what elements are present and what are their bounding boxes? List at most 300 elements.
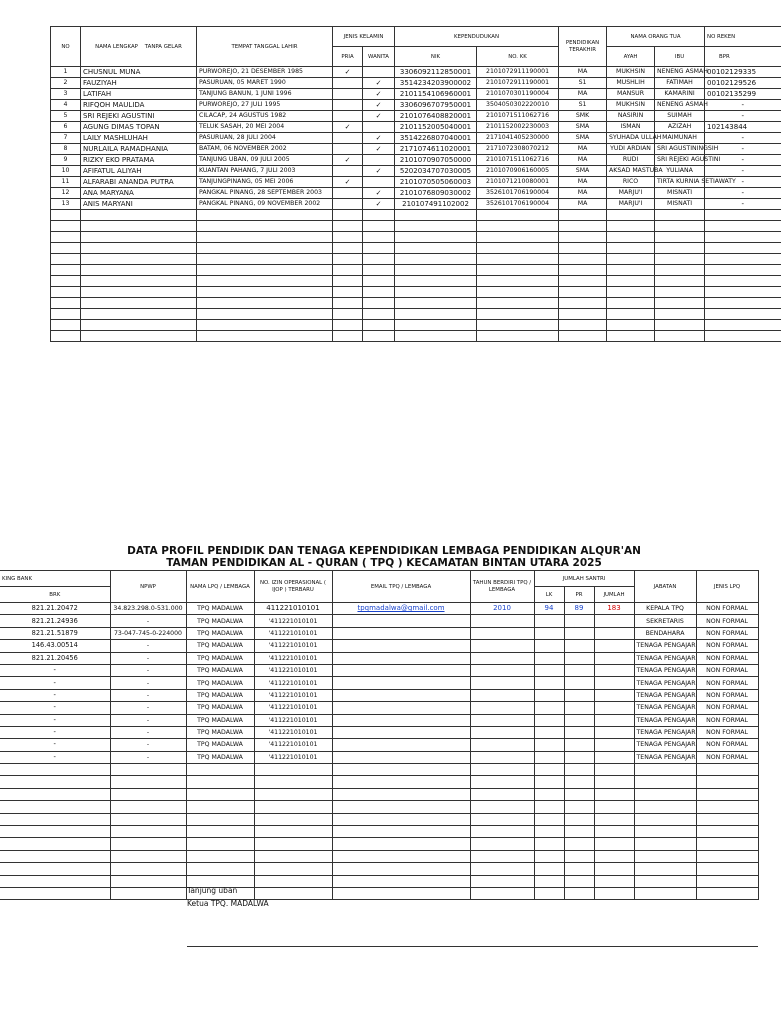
cell-tahun <box>470 887 534 899</box>
cell-ttl: TANJUNG UBAN, 09 JULI 2005 <box>197 155 333 166</box>
cell-nik: 210107491102002 <box>395 199 477 210</box>
table-row <box>51 188 781 199</box>
cell-npwp <box>110 850 186 862</box>
cell-jabatan <box>634 875 696 887</box>
cell-ayah: YUDI ARDIAN <box>607 144 655 155</box>
cell-no <box>51 243 81 254</box>
cell-jabatan: TENAGA PENGAJAR <box>634 689 696 701</box>
cell-rek <box>705 276 781 287</box>
cell-npwp <box>110 887 186 899</box>
cell-jumlah <box>594 813 634 825</box>
cell-jenis: NON FORMAL <box>696 652 758 664</box>
cell-pend: MA <box>559 155 607 166</box>
cell-ayah <box>607 309 655 320</box>
cell-rek <box>705 232 781 243</box>
cell-nama: ANA MARYANA <box>81 188 197 199</box>
cell-rek: - <box>705 177 781 188</box>
cell-tahun <box>470 640 534 652</box>
cell-ibu: SRI REJEKI AGUSTINI <box>655 155 705 166</box>
cell-ttl: TANJUNGPINANG, 05 MEI 2006 <box>197 177 333 188</box>
cell-ttl <box>197 265 333 276</box>
cell-brk: - <box>0 751 110 763</box>
cell-email <box>332 850 470 862</box>
header-no: NO <box>51 27 81 67</box>
cell-ibu: NENENG ASMAH <box>655 100 705 111</box>
cell-pria <box>333 276 363 287</box>
cell-wanita: ✓ <box>363 133 395 144</box>
cell-lpq: TPQ MADALWA <box>186 677 254 689</box>
cell-kk <box>477 210 559 221</box>
cell-nik <box>395 265 477 276</box>
cell-ayah: MANSUR <box>607 89 655 100</box>
cell-nik: 3514226807040001 <box>395 133 477 144</box>
cell-kk: 2101071511062716 <box>477 111 559 122</box>
cell-email <box>332 726 470 738</box>
cell-email <box>332 887 470 899</box>
cell-lk <box>534 714 564 726</box>
cell-pr <box>564 875 594 887</box>
cell-lpq: TPQ MADALWA <box>186 751 254 763</box>
cell-ayah: MARJU'I <box>607 188 655 199</box>
institution-data-table <box>0 570 759 900</box>
cell-lk <box>534 826 564 838</box>
cell-npwp: 73-047-745-0-224000 <box>110 627 186 639</box>
cell-pr <box>564 702 594 714</box>
cell-nama <box>81 331 197 342</box>
cell-pend <box>559 254 607 265</box>
cell-izin: '411221010101 <box>254 652 332 664</box>
cell-email <box>332 776 470 788</box>
cell-email <box>332 838 470 850</box>
cell-lk <box>534 850 564 862</box>
cell-ibu <box>655 232 705 243</box>
cell-npwp: - <box>110 751 186 763</box>
cell-pr <box>564 887 594 899</box>
cell-kk <box>477 243 559 254</box>
cell-lpq: TPQ MADALWA <box>186 652 254 664</box>
cell-ibu <box>655 243 705 254</box>
cell-lk <box>534 627 564 639</box>
cell-jabatan <box>634 838 696 850</box>
cell-lpq: TPQ MADALWA <box>186 714 254 726</box>
cell-ayah <box>607 331 655 342</box>
cell-brk: - <box>0 689 110 701</box>
cell-kk: 2171072308070212 <box>477 144 559 155</box>
cell-nama: FAUZIYAH <box>81 78 197 89</box>
cell-pria: ✓ <box>333 177 363 188</box>
cell-lk <box>534 615 564 627</box>
cell-ayah: MUSHLIH <box>607 78 655 89</box>
cell-wanita <box>363 177 395 188</box>
cell-jumlah <box>594 838 634 850</box>
cell-lpq <box>186 776 254 788</box>
header-no-rek: NO REKEN <box>705 27 781 47</box>
cell-pria <box>333 133 363 144</box>
cell-brk <box>0 764 110 776</box>
cell-wanita <box>363 331 395 342</box>
cell-nama: AGUNG DIMAS TOPAN <box>81 122 197 133</box>
cell-lk <box>534 726 564 738</box>
cell-email <box>332 875 470 887</box>
cell-tahun <box>470 627 534 639</box>
cell-email <box>332 702 470 714</box>
cell-kk <box>477 276 559 287</box>
header-jumlah-santri: JUMLAH SANTRI <box>534 571 634 587</box>
cell-nama: RIZKY EKO PRATAMA <box>81 155 197 166</box>
cell-no: 11 <box>51 177 81 188</box>
cell-nik <box>395 287 477 298</box>
cell-lk <box>534 788 564 800</box>
cell-nama: LAILY MASHLUHAH <box>81 133 197 144</box>
cell-jenis: NON FORMAL <box>696 603 758 615</box>
cell-pend <box>559 221 607 232</box>
table-row <box>51 100 781 111</box>
cell-wanita <box>363 243 395 254</box>
cell-nama: NURLAILA RAMADHANIA <box>81 144 197 155</box>
cell-lpq <box>186 863 254 875</box>
cell-ayah <box>607 320 655 331</box>
cell-izin: '411221010101 <box>254 726 332 738</box>
cell-wanita: ✓ <box>363 111 395 122</box>
cell-izin <box>254 850 332 862</box>
cell-jumlah <box>594 776 634 788</box>
table-row <box>0 850 758 862</box>
cell-jabatan <box>634 764 696 776</box>
cell-jabatan: TENAGA PENGAJAR <box>634 702 696 714</box>
cell-ibu <box>655 309 705 320</box>
cell-lk <box>534 739 564 751</box>
cell-npwp: - <box>110 664 186 676</box>
cell-lpq: TPQ MADALWA <box>186 603 254 615</box>
cell-lk <box>534 801 564 813</box>
cell-ttl: PANGKAL PINANG, 28 SEPTEMBER 2003 <box>197 188 333 199</box>
cell-rek <box>705 254 781 265</box>
cell-pria <box>333 232 363 243</box>
cell-ayah <box>607 298 655 309</box>
cell-rek <box>705 221 781 232</box>
cell-nik: 2101076408820001 <box>395 111 477 122</box>
table-row <box>51 265 781 276</box>
cell-jabatan <box>634 788 696 800</box>
cell-lk <box>534 689 564 701</box>
cell-jenis <box>696 875 758 887</box>
cell-jabatan <box>634 813 696 825</box>
cell-jabatan: BENDAHARA <box>634 627 696 639</box>
cell-nik: 2101154106960001 <box>395 89 477 100</box>
table-row <box>0 677 758 689</box>
table-row <box>0 627 758 639</box>
cell-pr <box>564 764 594 776</box>
cell-kk <box>477 320 559 331</box>
cell-brk <box>0 826 110 838</box>
cell-jenis: NON FORMAL <box>696 689 758 701</box>
cell-email[interactable]: tpqmadalwa@gmail.com <box>332 603 470 615</box>
cell-lpq: TPQ MADALWA <box>186 627 254 639</box>
cell-brk: 821.21.24936 <box>0 615 110 627</box>
cell-no: 13 <box>51 199 81 210</box>
table-row <box>51 221 781 232</box>
cell-jumlah <box>594 739 634 751</box>
cell-pria: ✓ <box>333 122 363 133</box>
cell-jumlah <box>594 751 634 763</box>
header-npwp: NPWP <box>110 571 186 603</box>
cell-email <box>332 813 470 825</box>
cell-ibu <box>655 287 705 298</box>
cell-lk <box>534 764 564 776</box>
cell-nama <box>81 320 197 331</box>
cell-no <box>51 309 81 320</box>
table-row <box>51 287 781 298</box>
cell-pr <box>564 664 594 676</box>
cell-ttl <box>197 276 333 287</box>
cell-brk <box>0 801 110 813</box>
cell-no <box>51 331 81 342</box>
cell-ayah: ISMAN <box>607 122 655 133</box>
cell-tahun <box>470 689 534 701</box>
header-tahun: TAHUN BERDIRI TPQ / LEMBAGA <box>470 571 534 603</box>
cell-email <box>332 652 470 664</box>
cell-ibu: KAMARINI <box>655 89 705 100</box>
cell-no <box>51 221 81 232</box>
cell-npwp: - <box>110 640 186 652</box>
cell-email <box>332 788 470 800</box>
footer-place: Tanjung uban <box>187 886 238 895</box>
cell-rek: - <box>705 144 781 155</box>
cell-ibu: TIRTA KURNIA SETIAWATY <box>655 177 705 188</box>
cell-nama <box>81 287 197 298</box>
cell-lpq <box>186 850 254 862</box>
cell-nama: RIFQOH MAULIDA <box>81 100 197 111</box>
cell-tahun <box>470 776 534 788</box>
cell-email <box>332 640 470 652</box>
cell-pria <box>333 254 363 265</box>
cell-pria <box>333 100 363 111</box>
cell-jumlah <box>594 887 634 899</box>
cell-tahun <box>470 863 534 875</box>
cell-no: 4 <box>51 100 81 111</box>
cell-npwp: - <box>110 739 186 751</box>
cell-pr: 89 <box>564 603 594 615</box>
table-row <box>51 199 781 210</box>
cell-tahun <box>470 714 534 726</box>
cell-pend: SMA <box>559 166 607 177</box>
cell-ttl <box>197 210 333 221</box>
cell-nama: SRI REJEKI AGUSTINI <box>81 111 197 122</box>
cell-no <box>51 276 81 287</box>
cell-ayah <box>607 265 655 276</box>
cell-izin: '411221010101 <box>254 627 332 639</box>
table-row <box>0 615 758 627</box>
cell-pend: MA <box>559 89 607 100</box>
cell-brk <box>0 875 110 887</box>
cell-ibu: MAIMUNAH <box>655 133 705 144</box>
cell-kk <box>477 298 559 309</box>
cell-jumlah <box>594 850 634 862</box>
table-row <box>0 714 758 726</box>
cell-no <box>51 320 81 331</box>
cell-pria <box>333 265 363 276</box>
cell-tahun <box>470 838 534 850</box>
cell-rek <box>705 243 781 254</box>
cell-nik <box>395 243 477 254</box>
cell-wanita <box>363 67 395 78</box>
cell-kk <box>477 331 559 342</box>
cell-tahun <box>470 813 534 825</box>
cell-jabatan <box>634 887 696 899</box>
cell-ayah <box>607 276 655 287</box>
cell-rek: 00102129526 <box>705 78 781 89</box>
cell-jenis: NON FORMAL <box>696 702 758 714</box>
cell-pria <box>333 188 363 199</box>
cell-lk <box>534 887 564 899</box>
cell-ibu <box>655 221 705 232</box>
cell-jenis: NON FORMAL <box>696 751 758 763</box>
cell-no <box>51 232 81 243</box>
cell-ttl: CILACAP, 24 AGUSTUS 1982 <box>197 111 333 122</box>
cell-brk: 146.43.00514 <box>0 640 110 652</box>
table-row <box>0 764 758 776</box>
cell-rek: 102143844 <box>705 122 781 133</box>
cell-ayah: RUDI <box>607 155 655 166</box>
cell-kk <box>477 254 559 265</box>
cell-jenis <box>696 838 758 850</box>
cell-ibu <box>655 210 705 221</box>
cell-tahun <box>470 764 534 776</box>
cell-npwp <box>110 801 186 813</box>
cell-npwp: - <box>110 689 186 701</box>
cell-ttl <box>197 287 333 298</box>
cell-pend <box>559 265 607 276</box>
cell-pria <box>333 89 363 100</box>
cell-pria <box>333 221 363 232</box>
cell-ttl <box>197 298 333 309</box>
cell-pr <box>564 776 594 788</box>
cell-ttl: PURWOREJO, 27 JULI 1995 <box>197 100 333 111</box>
cell-brk <box>0 863 110 875</box>
cell-pr <box>564 788 594 800</box>
table-row <box>51 309 781 320</box>
cell-ttl: BATAM, 06 NOVEMBER 2002 <box>197 144 333 155</box>
cell-brk: - <box>0 714 110 726</box>
header-jumlah: JUMLAH <box>594 587 634 603</box>
cell-jabatan: SEKRETARIS <box>634 615 696 627</box>
cell-jenis <box>696 887 758 899</box>
cell-nik: 3514234203900002 <box>395 78 477 89</box>
cell-kk <box>477 287 559 298</box>
cell-pr <box>564 714 594 726</box>
cell-rek: 00102135299 <box>705 89 781 100</box>
cell-izin <box>254 813 332 825</box>
cell-pr <box>564 689 594 701</box>
cell-npwp: - <box>110 714 186 726</box>
cell-ttl: PURWOREJO, 21 DESEMBER 1985 <box>197 67 333 78</box>
header-bpr: BPR <box>705 47 781 67</box>
header-nama-ortu: NAMA ORANG TUA <box>607 27 705 47</box>
table-row <box>51 67 781 78</box>
cell-brk <box>0 788 110 800</box>
cell-jabatan: TENAGA PENGAJAR <box>634 714 696 726</box>
table-row <box>0 751 758 763</box>
cell-ibu: SUIMAH <box>655 111 705 122</box>
cell-email <box>332 615 470 627</box>
cell-lpq: TPQ MADALWA <box>186 702 254 714</box>
cell-email <box>332 826 470 838</box>
cell-npwp <box>110 764 186 776</box>
cell-wanita: ✓ <box>363 166 395 177</box>
cell-no <box>51 254 81 265</box>
cell-lpq <box>186 801 254 813</box>
header-email: EMAIL TPQ / LEMBAGA <box>332 571 470 603</box>
cell-nik: 2101152005040001 <box>395 122 477 133</box>
cell-tahun <box>470 677 534 689</box>
cell-tahun <box>470 652 534 664</box>
cell-npwp: - <box>110 677 186 689</box>
cell-pr <box>564 615 594 627</box>
cell-ttl <box>197 221 333 232</box>
cell-ayah: MUKHSIN <box>607 100 655 111</box>
cell-wanita: ✓ <box>363 78 395 89</box>
cell-nik <box>395 320 477 331</box>
cell-pria <box>333 309 363 320</box>
cell-npwp <box>110 875 186 887</box>
cell-izin <box>254 788 332 800</box>
cell-lpq <box>186 826 254 838</box>
cell-brk: - <box>0 726 110 738</box>
table-row <box>0 664 758 676</box>
header-brk: BRK <box>0 587 110 603</box>
cell-ayah: MUKHSIN <box>607 67 655 78</box>
cell-izin <box>254 801 332 813</box>
cell-jabatan <box>634 801 696 813</box>
cell-no: 7 <box>51 133 81 144</box>
cell-ttl: TELUK SASAH, 20 MEI 2004 <box>197 122 333 133</box>
cell-rek: - <box>705 111 781 122</box>
cell-jenis <box>696 863 758 875</box>
cell-pend <box>559 331 607 342</box>
cell-ttl: PANGKAL PINANG, 09 NOVEMBER 2002 <box>197 199 333 210</box>
cell-brk: 821.21.20472 <box>0 603 110 615</box>
cell-brk: 821.21.51879 <box>0 627 110 639</box>
cell-wanita <box>363 287 395 298</box>
cell-nama <box>81 232 197 243</box>
cell-nik <box>395 331 477 342</box>
header-pria: PRIA <box>333 47 363 67</box>
cell-izin <box>254 826 332 838</box>
cell-brk <box>0 887 110 899</box>
cell-ibu: MISNATI <box>655 199 705 210</box>
cell-pria <box>333 111 363 122</box>
table-row <box>0 801 758 813</box>
cell-jumlah <box>594 627 634 639</box>
cell-nama: ANIS MARYANI <box>81 199 197 210</box>
cell-kk: 2171041405230000 <box>477 133 559 144</box>
header-pr: PR <box>564 587 594 603</box>
cell-lk <box>534 664 564 676</box>
cell-izin: '411221010101 <box>254 739 332 751</box>
table-row <box>0 813 758 825</box>
cell-ibu: SRI AGUSTININGSIH <box>655 144 705 155</box>
cell-jabatan <box>634 826 696 838</box>
cell-pr <box>564 640 594 652</box>
cell-npwp: - <box>110 726 186 738</box>
table-row <box>51 298 781 309</box>
cell-jabatan: TENAGA PENGAJAR <box>634 652 696 664</box>
table-row <box>51 254 781 265</box>
header-bank: KING BANK <box>0 571 110 587</box>
cell-izin: '411221010101 <box>254 640 332 652</box>
cell-lk <box>534 652 564 664</box>
cell-pr <box>564 813 594 825</box>
